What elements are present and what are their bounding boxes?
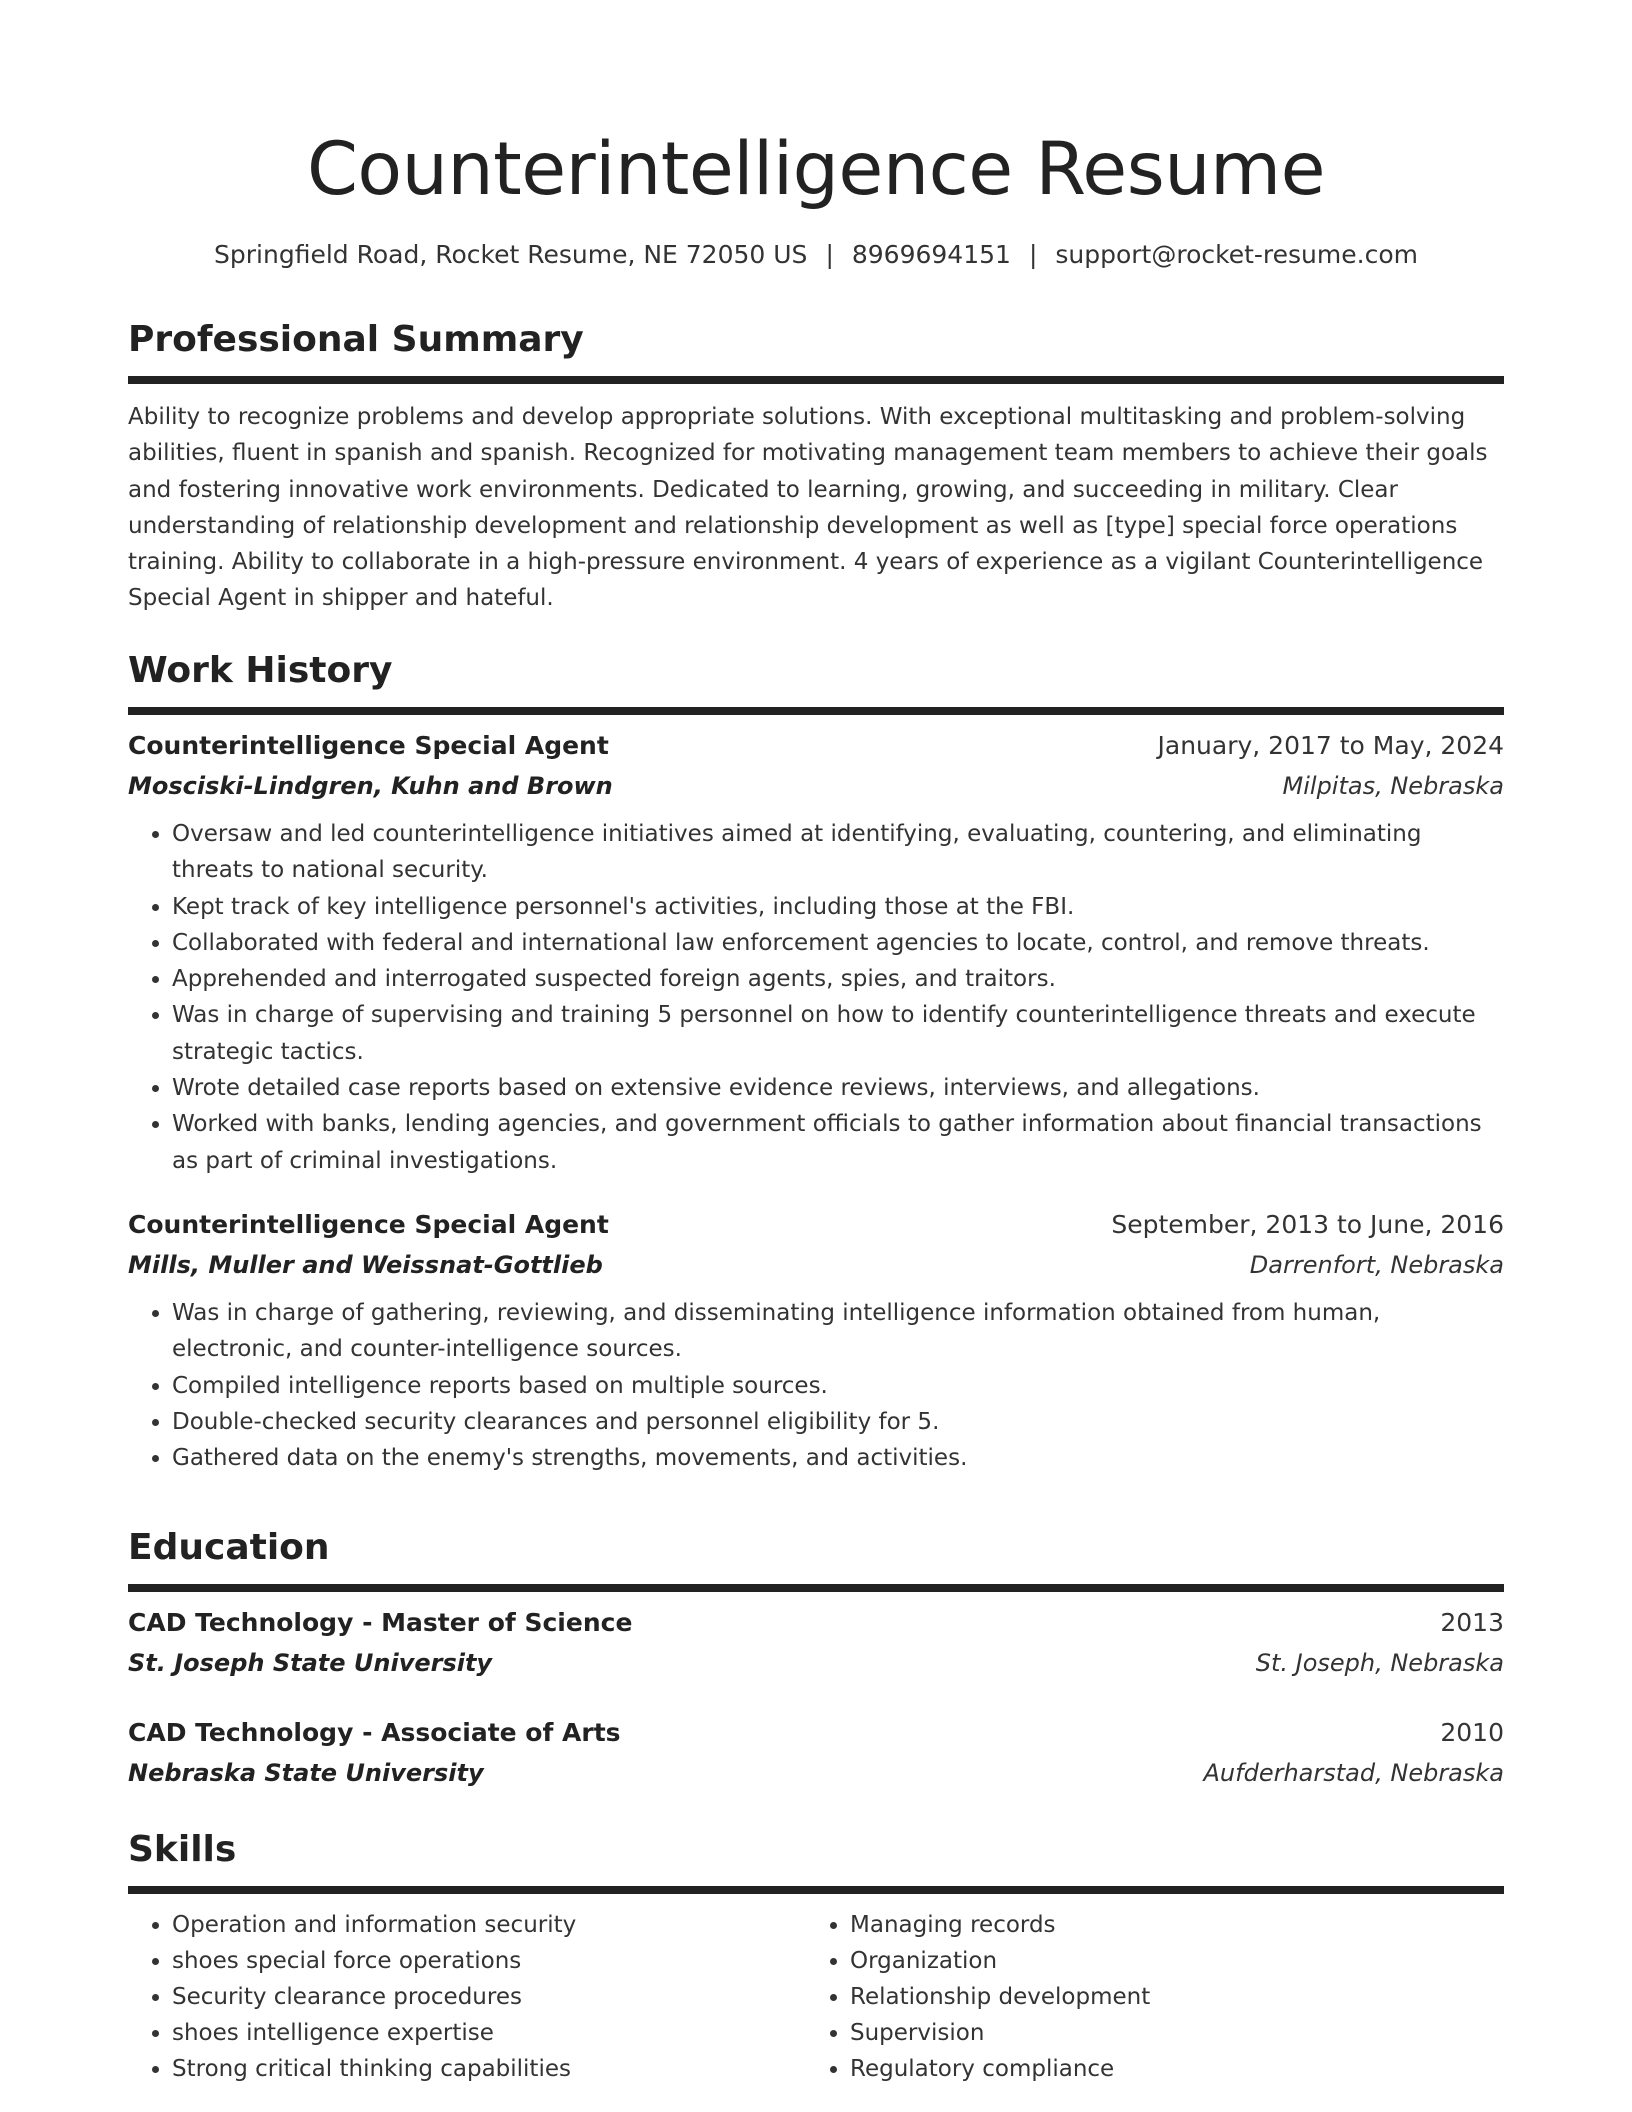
- job-entry: [128, 1205, 1504, 1476]
- skill-item: • Managing records: [850, 1907, 1484, 1943]
- list-item: • Gathered data on the enemy's strengths, movements, and activities.: [172, 1440, 1504, 1476]
- job-company: Mosciski-Lindgren, Kuhn and Brown: [128, 772, 613, 800]
- degree-title: CAD Technology - Associate of Arts: [128, 1718, 621, 1747]
- list-item: • Was in charge of supervising and training 5 personnel on how to identify counterintelligence threats and execute strategic tactics.: [172, 997, 1504, 1070]
- skills-column-right: [806, 1907, 1484, 2087]
- section-title: Work History: [128, 650, 393, 691]
- skill-item: • Strong critical thinking capabilities: [172, 2051, 806, 2087]
- skills-section: [128, 1826, 1504, 2087]
- skill-item: • Supervision: [850, 2015, 1484, 2051]
- school-name: Nebraska State University: [128, 1759, 484, 1787]
- job-title: Counterintelligence Special Agent: [128, 731, 609, 760]
- section-title: Education: [128, 1527, 330, 1568]
- list-item: • Apprehended and interrogated suspected foreign agents, spies, and traitors.: [172, 961, 1504, 997]
- section-divider: [128, 1886, 1504, 1893]
- job-company: Mills, Muller and Weissnat-Gottlieb: [128, 1250, 603, 1279]
- education-entry: [128, 1713, 1504, 1793]
- list-item: • Compiled intelligence reports based on multiple sources.: [172, 1368, 1504, 1404]
- contact-separator: |: [825, 240, 834, 269]
- list-item: • Worked with banks, lending agencies, and government officials to gather information about financial transactions as part of criminal investigations.: [172, 1106, 1504, 1179]
- job-location: Milpitas, Nebraska: [1282, 772, 1504, 800]
- list-item: • Kept track of key intelligence personnel's activities, including those at the FBI.: [172, 889, 1504, 925]
- section-title: Skills: [128, 1829, 237, 1870]
- contact-address: Springfield Road, Rocket Resume, NE 72050 US: [214, 240, 808, 269]
- degree-title: CAD Technology - Master of Science: [128, 1608, 633, 1637]
- skill-item: • shoes intelligence expertise: [172, 2015, 806, 2051]
- skill-item: • Security clearance procedures: [172, 1979, 806, 2015]
- contact-line: [128, 237, 1504, 273]
- contact-separator: |: [1028, 240, 1038, 269]
- job-dates: January, 2017 to May, 2024: [1157, 731, 1504, 760]
- school-location: St. Joseph, Nebraska: [1255, 1649, 1504, 1677]
- list-item: • Oversaw and led counterintelligence initiatives aimed at identifying, evaluating, countering, and eliminating threats to national security.: [172, 816, 1504, 889]
- skill-item: • shoes special force operations: [172, 1943, 806, 1979]
- skills-column-left: [128, 1907, 806, 2087]
- school-name: St. Joseph State University: [128, 1649, 493, 1677]
- job-title: Counterintelligence Special Agent: [128, 1209, 609, 1239]
- list-item: • Collaborated with federal and international law enforcement agencies to locate, control, and remove threats.: [172, 925, 1504, 961]
- skill-item: • Regulatory compliance: [850, 2051, 1484, 2087]
- section-divider: [128, 376, 1504, 383]
- skill-item: • Relationship development: [850, 1979, 1484, 2015]
- school-location: Aufderharstad, Nebraska: [1203, 1759, 1504, 1787]
- skills-columns: [128, 1907, 1504, 2087]
- contact-phone: 8969694151: [851, 240, 1011, 269]
- job-bullets: [128, 1295, 1504, 1476]
- summary-section: [128, 316, 1504, 617]
- degree-year: 2010: [1440, 1718, 1504, 1747]
- job-location: Darrenfort, Nebraska: [1249, 1250, 1504, 1279]
- job-entry: [128, 726, 1504, 1179]
- section-divider: [128, 1584, 1504, 1591]
- education-entry: [128, 1603, 1504, 1683]
- section-divider: [128, 707, 1504, 714]
- degree-year: 2013: [1440, 1608, 1504, 1637]
- section-title: Professional Summary: [128, 319, 584, 360]
- work-history-section: [128, 647, 1504, 1476]
- job-bullets: [128, 816, 1504, 1179]
- resume-name: Counterintelligence Resume: [306, 127, 1326, 212]
- job-dates: September, 2013 to June, 2016: [1111, 1209, 1504, 1239]
- summary-text: Ability to recognize problems and develop appropriate solutions. With exceptional multitasking and problem-solving abilities, fluent in spanish and spanish. Recognized for motivating management team members to achieve their goals and fostering innovative work environments. Dedicated to learning, growing, and succeeding in military. Clear understanding of relationship development and relationship development as well as [type] special force operations training. Ability to collaborate in a high-pressure environment. 4 years of experience as a vigilant Counterintelligence Special Agent in shipper and hateful.: [128, 404, 1488, 612]
- list-item: • Was in charge of gathering, reviewing, and disseminating intelligence information obtained from human, electronic, and counter-intelligence sources.: [172, 1295, 1504, 1368]
- education-section: [128, 1524, 1504, 1793]
- contact-email: support@rocket-resume.com: [1055, 240, 1418, 269]
- skill-item: • Organization: [850, 1943, 1484, 1979]
- skill-item: • Operation and information security: [172, 1907, 806, 1943]
- list-item: • Double-checked security clearances and personnel eligibility for 5.: [172, 1404, 1504, 1440]
- list-item: • Wrote detailed case reports based on extensive evidence reviews, interviews, and allegations.: [172, 1070, 1504, 1106]
